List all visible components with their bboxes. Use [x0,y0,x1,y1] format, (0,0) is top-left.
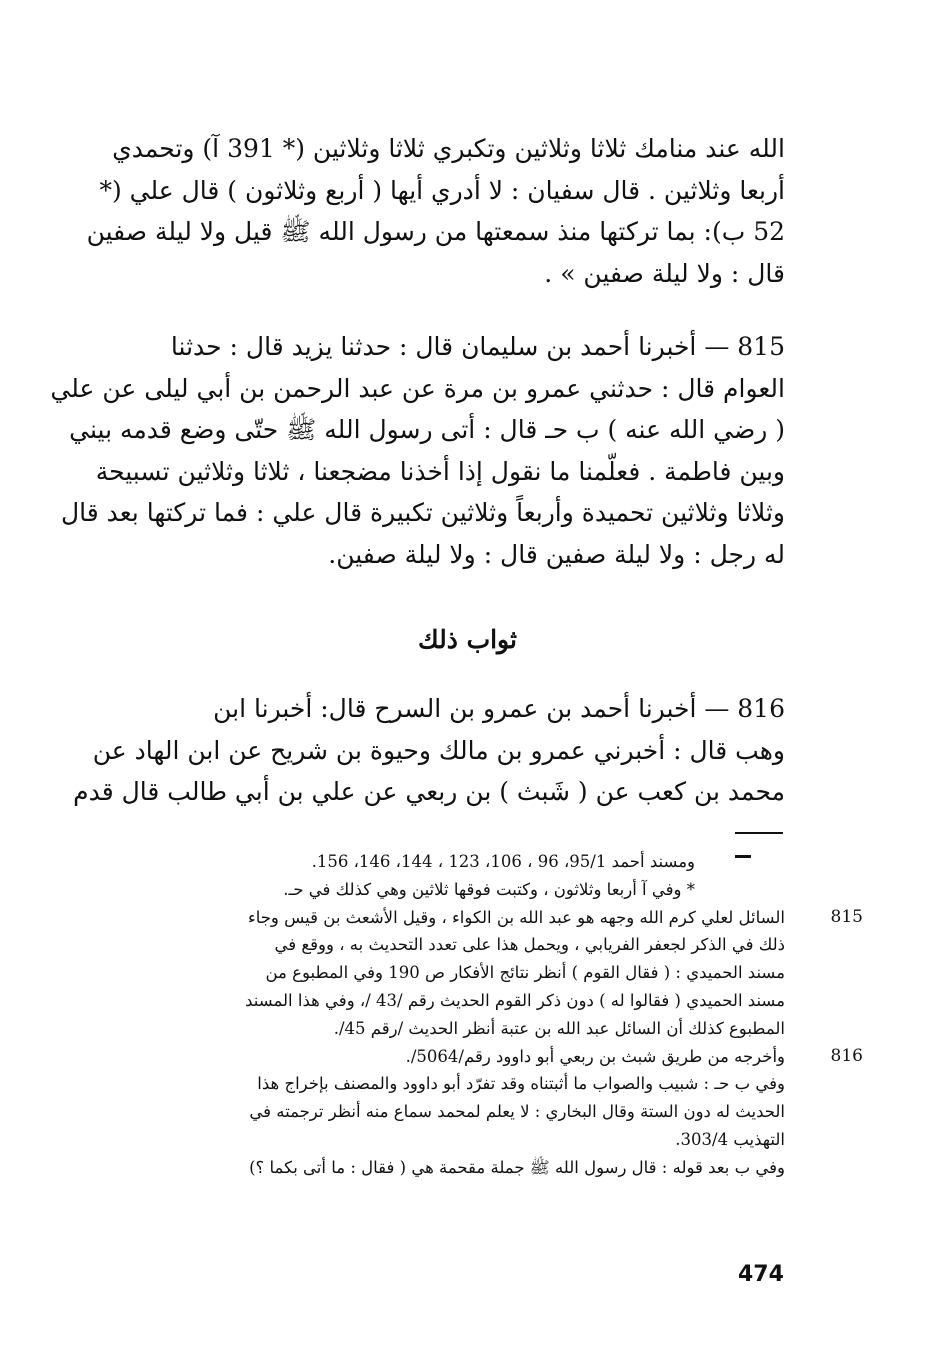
paragraph-a [86,128,785,294]
text-line: 815 — أخبرنا أحمد بن سليمان قال : حدثنا يزيد قال : حدثنا [170,332,785,361]
text-line: العوام قال : حدثني عمرو بن مرة عن عبد الرحمن بن أبي ليلى عن علي [50,373,785,403]
text-line: 816 — أخبرنا أحمد بن عمرو بن السرح قال: أخبرنا ابن [213,694,785,723]
footnote-816-line [85,1043,863,1071]
paragraph-815 [50,326,785,575]
footnote-number: 816 [830,1045,863,1066]
footnote-line: وفي ب بعد قوله : قال رسول الله ﷺ جملة مقحمة هي ( فقال : ما أتى بكما ؟) [249,1157,785,1177]
text-line: وثلاثا وثلاثين تحميدة وأربعاً وثلاثين تكبيرة قال علي : فما تركتها بعد قال [60,498,785,527]
footnote-line: التهذيب 303/4. [675,1129,785,1149]
text-line: وهب قال : أخبرني عمرو بن مالك وحيوة بن شريح عن ابن الهاد عن [92,735,785,765]
paragraph-816 [73,688,785,813]
text-line: قال : ولا ليلة صفين » . [544,258,785,288]
footnotes [85,848,863,1182]
footnote-line: وفي ب حـ : شبيب والصواب ما أثبتناه وقد تفرّد أبو داوود والمصنف بإخراج هذا [257,1074,785,1094]
section-heading: ثواب ذلك [418,625,517,654]
footnote-815-line [85,904,863,932]
footnote-line: الحديث له دون الستة وقال البخاري : لا يعلم لمحمد سماع منه أنظر ترجمته في [249,1102,785,1122]
footnote-text: وأخرجه من طريق شبث بن ربعي أبو داوود رقم/5064/. [405,1046,785,1066]
footnote-line: المطبوع كذلك أن السائل عبد الله بن عتبة أنظر الحديث /رقم 45/. [333,1018,785,1038]
text-line: أربعا وثلاثين . قال سفيان : لا أدري أيها ( أربع وثلاثون ) قال علي (* [99,175,785,205]
text-line: وبين فاطمة . فعلّمنا ما نقول إذا أخذنا مضجعنا ، ثلاثا وثلاثين تسبيحة [95,456,785,486]
footnote-separator [735,832,783,834]
text-line: له رجل : ولا ليلة صفين قال : ولا ليلة صفين. [328,539,785,569]
text-line: محمد بن كعب عن ( شَبث ) بن ربعي عن علي بن أبي طالب قال قدم [73,777,785,806]
footnote-line: مسند الحميدي ( فقالوا له ) دون ذكر القوم الحديث رقم /43 /، وفي هذا المسند [245,990,785,1010]
footnote-number: 815 [830,906,863,927]
footnote-text: السائل لعلي كرم الله وجهه هو عبد الله بن الكواء ، وقيل الأشعث بن قيس وجاء [247,907,785,927]
footnote-line: مسند الحميدي : ( فقال القوم ) أنظر نتائج الأفكار ص 190 وفي المطبوع من [265,963,785,983]
page-number: 474 [738,1262,784,1287]
footnote-line: * وفي آ أربعا وثلاثون ، وكتبت فوقها ثلاثين وهي كذلك في حـ. [283,879,695,899]
text-line: الله عند منامك ثلاثا وثلاثين وتكبري ثلاثا وثلاثين (* 391 آ) وتحمدي [112,134,785,163]
footnote-line: ذلك في الذكر لجعفر الفريابي ، ويحمل هذا على تعدد التحديث به ، ووقع في [274,935,785,955]
footnote-line: ومسند أحمد 95/1، 96 ، 106، 123 ، 144، 146، 156. [311,852,695,871]
text-line: ( رضي الله عنه ) ب حـ قال : أتى رسول الله ﷺ حتّى وضع قدمه بيني [69,415,785,444]
text-line: 52 ب): بما تركتها منذ سمعتها من رسول الله ﷺ قيل ولا ليلة صفين [86,217,785,246]
